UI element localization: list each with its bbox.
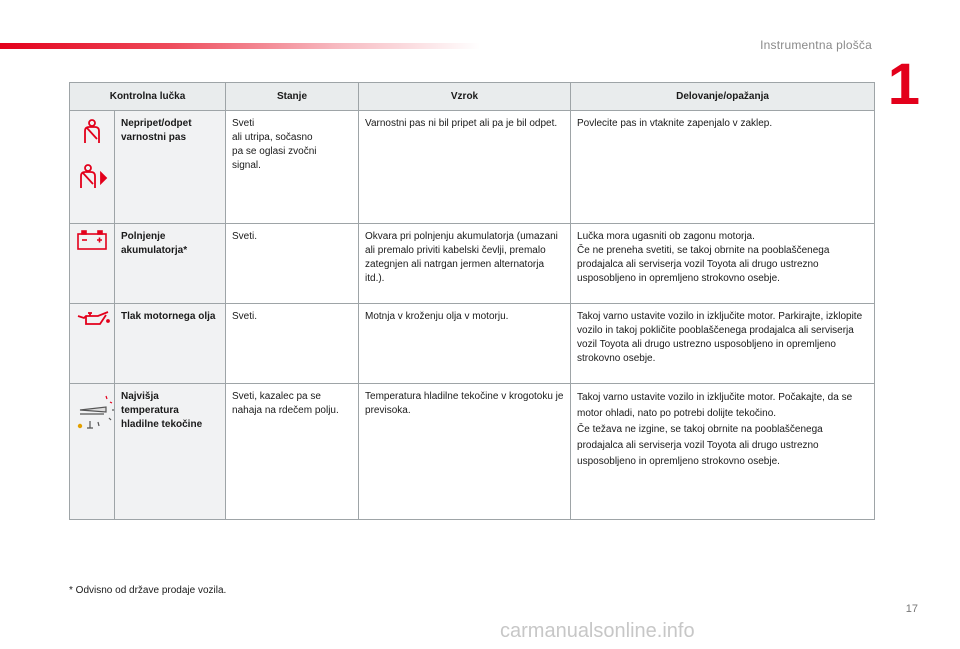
- cause-cell: Varnostni pas ni bil pripet ali pa je bil odpet.: [359, 111, 571, 224]
- state-cell: Sveti.: [226, 224, 359, 304]
- state-cell: Sveti.: [226, 304, 359, 384]
- seatbelt-icon: [80, 119, 104, 150]
- icon-cell: [70, 111, 115, 224]
- action-cell: Povlecite pas in vtaknite zapenjalo v zaklep.: [571, 111, 875, 224]
- action-cell: Takoj varno ustavite vozilo in izključite motor. Počakajte, da se motor ohladi, nato po potrebi dolijte tekočino. Če težava ne izgine, se takoj obrnite na pooblaščenega prodajalca ali serviserja vozil Toyota ali drugo ustrezno usposobljeno in opremljeno strokovno osebje.: [571, 384, 875, 520]
- col-header-indicator: Kontrolna lučka: [70, 83, 226, 111]
- col-header-action: Delovanje/opažanja: [571, 83, 875, 111]
- state-cell: Sveti ali utripa, sočasno pa se oglasi zvočni signal.: [226, 111, 359, 224]
- col-header-cause: Vzrok: [359, 83, 571, 111]
- table-row: [70, 224, 875, 304]
- icon-cell: [70, 304, 115, 384]
- footnote: * Odvisno od države prodaje vozila.: [69, 585, 227, 596]
- col-header-state: Stanje: [226, 83, 359, 111]
- seatbelt-blink-icon: [76, 164, 108, 195]
- icon-cell: [70, 384, 115, 520]
- red-gradient-bar: [0, 43, 480, 49]
- table-row: [70, 384, 875, 520]
- section-title: Instrumentna plošča: [760, 38, 872, 52]
- indicator-name: Najvišja temperatura hladilne tekočine: [115, 384, 226, 520]
- state-cell: Sveti, kazalec pa se nahaja na rdečem polju.: [226, 384, 359, 520]
- action-cell: Takoj varno ustavite vozilo in izključite motor. Parkirajte, izklopite vozilo in takoj pokličite pooblaščenega prodajalca ali serviserja vozil Toyota ali drugo ustrezno usposobljeno in opremljeno strokovno osebje.: [571, 304, 875, 384]
- table-row: [70, 111, 875, 224]
- oil-can-icon: [76, 320, 110, 331]
- icon-cell: [70, 224, 115, 304]
- indicator-name: Tlak motornega olja: [115, 304, 226, 384]
- indicator-name: Polnjenje akumulatorja*: [115, 224, 226, 304]
- cause-cell: Motnja v kroženju olja v motorju.: [359, 304, 571, 384]
- warning-lights-table: [69, 82, 875, 520]
- cause-cell: Temperatura hladilne tekočine v krogotoku je previsoka.: [359, 384, 571, 520]
- page-number: 17: [905, 603, 918, 615]
- coolant-temperature-icon: [76, 424, 116, 435]
- indicator-name: Nepripet/odpet varnostni pas: [115, 111, 226, 224]
- table-row: [70, 304, 875, 384]
- chapter-number: 1: [887, 52, 920, 117]
- cause-cell: Okvara pri polnjenju akumulatorja (umazani ali premalo priviti kabelski čevlji, premalo zategnjen ali natrgan jermen alternatorja itd.).: [359, 224, 571, 304]
- battery-icon: [77, 242, 107, 253]
- table-header-row: [70, 83, 875, 111]
- action-cell: Lučka mora ugasniti ob zagonu motorja. Če ne preneha svetiti, se takoj obrnite na pooblaščenega prodajalca ali serviserja vozil Toyota ali drugo ustrezno usposobljeno in opremljeno strokovno osebje.: [571, 224, 875, 304]
- watermark: carmanualsonline.info: [500, 620, 695, 642]
